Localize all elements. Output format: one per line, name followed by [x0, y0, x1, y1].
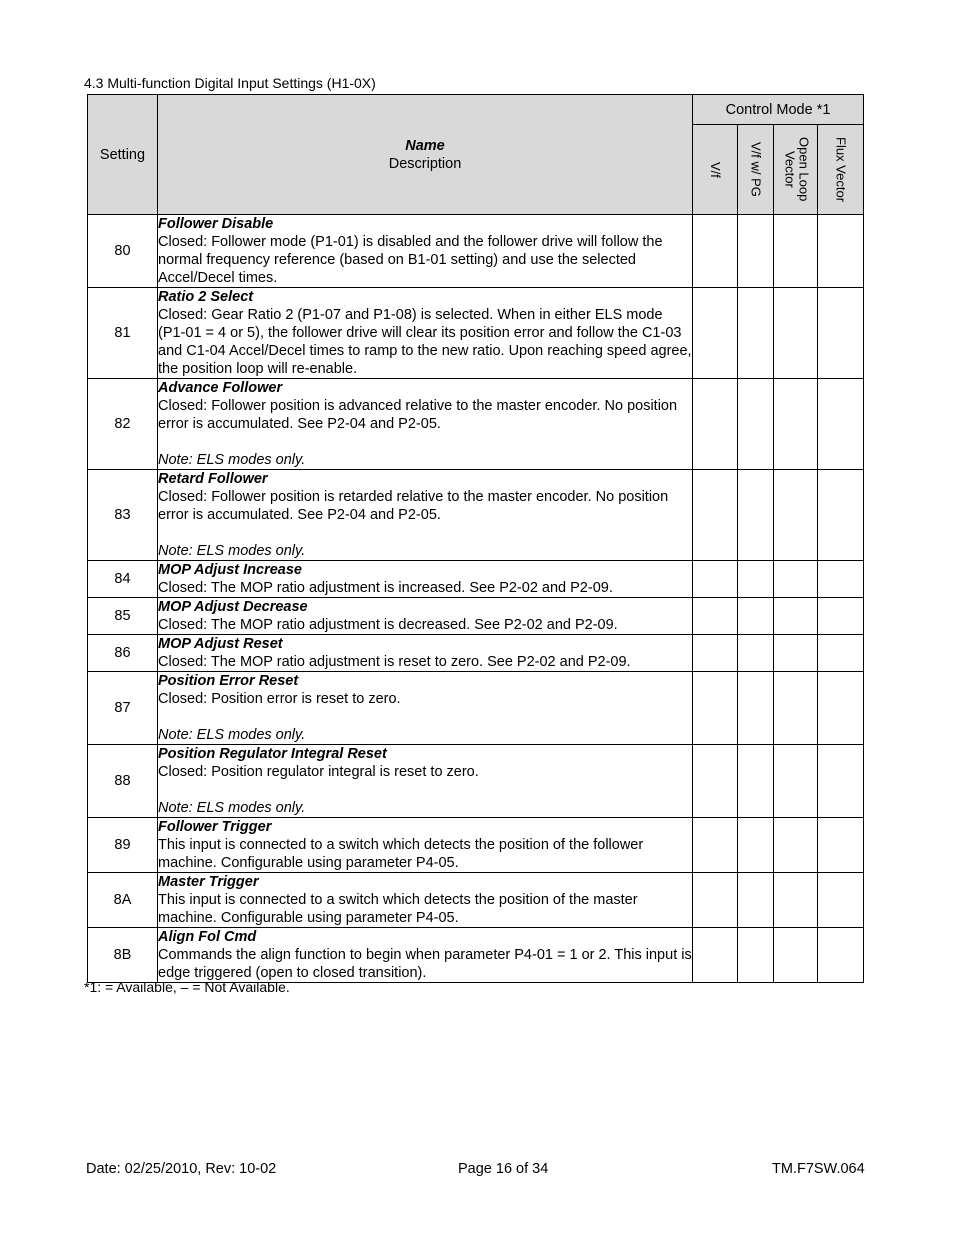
- setting-value: 81: [88, 288, 158, 379]
- mode-availability-flux: [818, 818, 864, 873]
- setting-note: Note: ELS modes only.: [158, 727, 306, 743]
- setting-name: MOP Adjust Reset: [158, 636, 283, 652]
- mode-availability-vf-pg: [738, 561, 774, 598]
- mode-availability-vf-pg: [738, 818, 774, 873]
- mode-availability-olv: [774, 561, 818, 598]
- setting-name: MOP Adjust Increase: [158, 562, 302, 578]
- mode-availability-olv: [774, 215, 818, 288]
- table-row: [88, 635, 864, 672]
- setting-name: Master Trigger: [158, 874, 259, 890]
- table-row: [88, 561, 864, 598]
- setting-description: Closed: Follower position is advanced relative to the master encoder. No position error is accumulated. See P2-04 and P2-05.: [158, 398, 678, 432]
- mode-availability-vf-pg: [738, 873, 774, 928]
- table-row: [88, 470, 864, 561]
- table-row: [88, 873, 864, 928]
- mode-availability-vf: [693, 818, 738, 873]
- setting-value: 89: [88, 818, 158, 873]
- mode-availability-flux: [818, 379, 864, 470]
- setting-name: Align Fol Cmd: [158, 929, 257, 945]
- setting-name: Advance Follower: [158, 380, 283, 396]
- mode-header-vf-pg: [738, 125, 774, 215]
- table-header: [88, 95, 864, 215]
- setting-description-cell: [158, 635, 693, 672]
- mode-header-vf: [693, 125, 738, 215]
- control-mode-label: Control Mode *1: [725, 101, 831, 118]
- setting-description: Closed: Follower position is retarded relative to the master encoder. No position error is accumulated. See P2-04 and P2-05.: [158, 489, 669, 523]
- mode-availability-olv: [774, 598, 818, 635]
- mode-availability-flux: [818, 215, 864, 288]
- setting-value: 8A: [88, 873, 158, 928]
- setting-value: 80: [88, 215, 158, 288]
- name-header-label: Name: [405, 137, 445, 154]
- setting-description-cell: [158, 215, 693, 288]
- setting-value: 85: [88, 598, 158, 635]
- setting-name: Ratio 2 Select: [158, 289, 254, 305]
- table-row: [88, 818, 864, 873]
- mode-label-flux: Flux Vector: [833, 136, 849, 203]
- mode-availability-flux: [818, 928, 864, 983]
- setting-description: Closed: The MOP ratio adjustment is reset to zero. See P2-02 and P2-09.: [158, 654, 631, 670]
- mode-availability-olv: [774, 818, 818, 873]
- description-header-label: Description: [388, 155, 462, 172]
- mode-availability-olv: [774, 470, 818, 561]
- setting-header: [88, 95, 158, 215]
- mode-availability-vf-pg: [738, 635, 774, 672]
- mode-availability-vf: [693, 561, 738, 598]
- mode-availability-flux: [818, 288, 864, 379]
- mode-availability-vf: [693, 215, 738, 288]
- mode-availability-olv: [774, 672, 818, 745]
- setting-value: 84: [88, 561, 158, 598]
- mode-availability-vf-pg: [738, 928, 774, 983]
- mode-availability-flux: [818, 470, 864, 561]
- setting-description-cell: [158, 561, 693, 598]
- footer-page: Page 16 of 34: [458, 1161, 549, 1177]
- table-row: [88, 379, 864, 470]
- mode-availability-flux: [818, 635, 864, 672]
- mode-availability-vf-pg: [738, 379, 774, 470]
- mode-availability-olv: [774, 379, 818, 470]
- mode-availability-flux: [818, 745, 864, 818]
- setting-name: Follower Trigger: [158, 819, 272, 835]
- mode-availability-vf: [693, 635, 738, 672]
- setting-name: Follower Disable: [158, 216, 274, 232]
- setting-description-cell: [158, 672, 693, 745]
- setting-note: Note: ELS modes only.: [158, 452, 306, 468]
- mode-label-vf-pg: V/f w/ PG: [748, 142, 764, 197]
- mode-availability-vf-pg: [738, 470, 774, 561]
- setting-description-cell: [158, 598, 693, 635]
- setting-description-cell: [158, 288, 693, 379]
- setting-description: Closed: Position error is reset to zero.: [158, 691, 401, 707]
- setting-description: This input is connected to a switch which detects the position of the master machine. Configurable using parameter P4-05.: [158, 892, 638, 926]
- mode-availability-vf: [693, 745, 738, 818]
- mode-availability-olv: [774, 635, 818, 672]
- setting-value: 83: [88, 470, 158, 561]
- section-title: 4.3 Multi-function Digital Input Settings (H1-0X): [84, 75, 376, 91]
- setting-description: This input is connected to a switch which detects the position of the follower machine. Configurable using parameter P4-05.: [158, 837, 644, 871]
- setting-header-label: Setting: [99, 146, 146, 163]
- setting-description: Commands the align function to begin when parameter P4-01 = 1 or 2. This input is edge triggered (open to closed transition).: [158, 947, 692, 981]
- mode-header-flux: [818, 125, 864, 215]
- setting-description-cell: [158, 873, 693, 928]
- setting-value: 86: [88, 635, 158, 672]
- mode-availability-vf: [693, 470, 738, 561]
- control-mode-header: [693, 95, 864, 125]
- footnote: *1: = Available, – = Not Available.: [84, 979, 290, 995]
- mode-availability-flux: [818, 598, 864, 635]
- table-row: [88, 288, 864, 379]
- setting-value: 82: [88, 379, 158, 470]
- table-row: [88, 745, 864, 818]
- setting-note: Note: ELS modes only.: [158, 800, 306, 816]
- footer-date: Date: 02/25/2010, Rev: 10-02: [86, 1161, 277, 1177]
- mode-availability-vf: [693, 672, 738, 745]
- setting-description: Closed: The MOP ratio adjustment is decreased. See P2-02 and P2-09.: [158, 617, 618, 633]
- mode-availability-vf-pg: [738, 288, 774, 379]
- setting-description: Closed: The MOP ratio adjustment is increased. See P2-02 and P2-09.: [158, 580, 613, 596]
- mode-availability-vf: [693, 598, 738, 635]
- table-row: [88, 672, 864, 745]
- mode-availability-vf-pg: [738, 215, 774, 288]
- mode-label-olv: Open Loop Vector: [782, 137, 812, 202]
- mode-label-vf: V/f: [708, 161, 723, 178]
- setting-value: 88: [88, 745, 158, 818]
- setting-description-cell: [158, 379, 693, 470]
- setting-description-cell: [158, 818, 693, 873]
- setting-description: Closed: Gear Ratio 2 (P1-07 and P1-08) is selected. When in either ELS mode (P1-01 = 4 or 5), the follower drive will clear its position error and follow the C1-03 and C1-04 Accel/Decel times to ramp to the new ratio. Upon reaching speed agree, the position loop will re-enable.: [158, 307, 692, 377]
- mode-header-olv: [774, 125, 818, 215]
- name-description-header: [158, 95, 693, 215]
- settings-table: [87, 94, 864, 983]
- setting-name: Position Error Reset: [158, 673, 299, 689]
- table-row: [88, 598, 864, 635]
- mode-availability-olv: [774, 928, 818, 983]
- setting-name: Retard Follower: [158, 471, 268, 487]
- setting-description-cell: [158, 470, 693, 561]
- table-row: [88, 215, 864, 288]
- setting-value: 87: [88, 672, 158, 745]
- mode-availability-vf: [693, 873, 738, 928]
- setting-description-cell: [158, 928, 693, 983]
- setting-name: MOP Adjust Decrease: [158, 599, 308, 615]
- table-body: [88, 215, 864, 983]
- mode-availability-olv: [774, 288, 818, 379]
- mode-availability-flux: [818, 873, 864, 928]
- mode-availability-vf: [693, 379, 738, 470]
- setting-description: Closed: Follower mode (P1-01) is disabled and the follower drive will follow the normal frequency reference (based on B1-01 setting) and use the selected Accel/Decel times.: [158, 234, 663, 286]
- mode-availability-olv: [774, 745, 818, 818]
- setting-description-cell: [158, 745, 693, 818]
- footer-doc-id: TM.F7SW.064: [772, 1161, 865, 1177]
- setting-description: Closed: Position regulator integral is reset to zero.: [158, 764, 479, 780]
- mode-availability-vf: [693, 288, 738, 379]
- setting-name: Position Regulator Integral Reset: [158, 746, 387, 762]
- setting-note: Note: ELS modes only.: [158, 543, 306, 559]
- table-row: [88, 928, 864, 983]
- setting-value: 8B: [88, 928, 158, 983]
- mode-availability-flux: [818, 561, 864, 598]
- mode-availability-olv: [774, 873, 818, 928]
- mode-availability-vf: [693, 928, 738, 983]
- mode-availability-vf-pg: [738, 672, 774, 745]
- mode-availability-vf-pg: [738, 745, 774, 818]
- mode-availability-flux: [818, 672, 864, 745]
- mode-availability-vf-pg: [738, 598, 774, 635]
